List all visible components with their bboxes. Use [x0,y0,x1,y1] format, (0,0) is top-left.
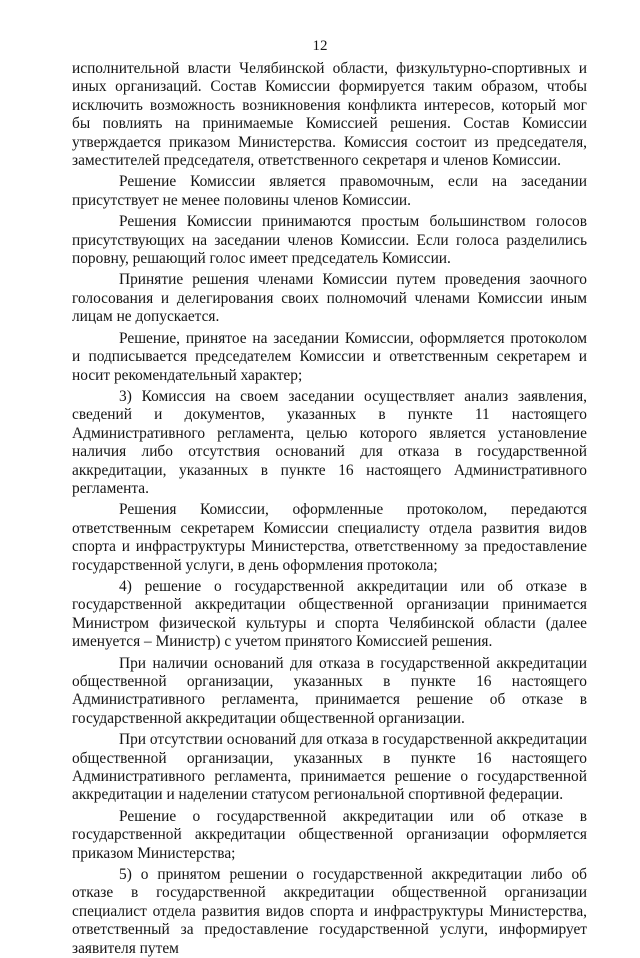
body-text [72,60,587,958]
paragraph: 5) о принятом решении о государственной аккредитации либо об отказе в государственной аккредитации общественной организации специалист отдела развития видов спорта и инфраструктуры Министерства, ответственный за предоставление государственной услуги, информирует заявителя путем [72,866,587,957]
paragraph: При отсутствии оснований для отказа в государственной аккредитации общественной организации, указанных в пункте 16 настоящего Административного регламента, принимается решение о государственной аккредитации и наделении статусом региональной спортивной федерации. [72,731,587,804]
page-number: 12 [312,38,328,54]
paragraph: исполнительной власти Челябинской области, физкультурно-спортивных и иных организаций. Состав Комиссии формируется таким образом, чтобы исключить возможность возникновения конфликта интересов, который мог бы повлиять на принимаемые Комиссией решения. Состав Комиссии утверждается приказом Министерства. Комиссия состоит из председателя, заместителей председателя, ответственного секретаря и членов Комиссии. [72,60,587,170]
paragraph: Решение о государственной аккредитации или об отказе в государственной аккредитации общественной организации оформляется приказом Министерства; [72,807,587,862]
paragraph: Решения Комиссии принимаются простым большинством голосов присутствующих на заседании членов Комиссии. Если голоса разделились поровну, решающий голос имеет председатель Комиссии. [72,213,587,268]
paragraph: Принятие решения членами Комиссии путем проведения заочного голосования и делегирования своих полномочий членами Комиссии иным лицам не допускается. [72,271,587,326]
paragraph: Решение Комиссии является правомочным, если на заседании присутствует не менее половины членов Комиссии. [72,173,587,209]
paragraph: Решения Комиссии, оформленные протоколом, передаются ответственным секретарем Комиссии специалисту отдела развития видов спорта и инфраструктуры Министерства, ответственному за предоставление государственной услуги, в день оформления протокола; [72,501,587,574]
paragraph: 3) Комиссия на своем заседании осуществляет анализ заявления, сведений и документов, указанных в пункте 11 настоящего Административного регламента, целью которого является установление наличия либо отсутствия оснований для отказа в государственной аккредитации, указанных в пункте 16 настоящего Административного регламента. [72,387,587,497]
paragraph: Решение, принятое на заседании Комиссии, оформляется протоколом и подписывается председателем Комиссии и ответственным секретарем и носит рекомендательный характер; [72,329,587,384]
paragraph: При наличии оснований для отказа в государственной аккредитации общественной организации, указанных в пункте 16 настоящего Административного регламента, принимается решение об отказе в государственной аккредитации общественной организации. [72,654,587,727]
paragraph: 4) решение о государственной аккредитации или об отказе в государственной аккредитации общественной организации принимается Министром физической культуры и спорта Челябинской области (далее именуется – Министр) с учетом принятого Комиссией решения. [72,577,587,651]
